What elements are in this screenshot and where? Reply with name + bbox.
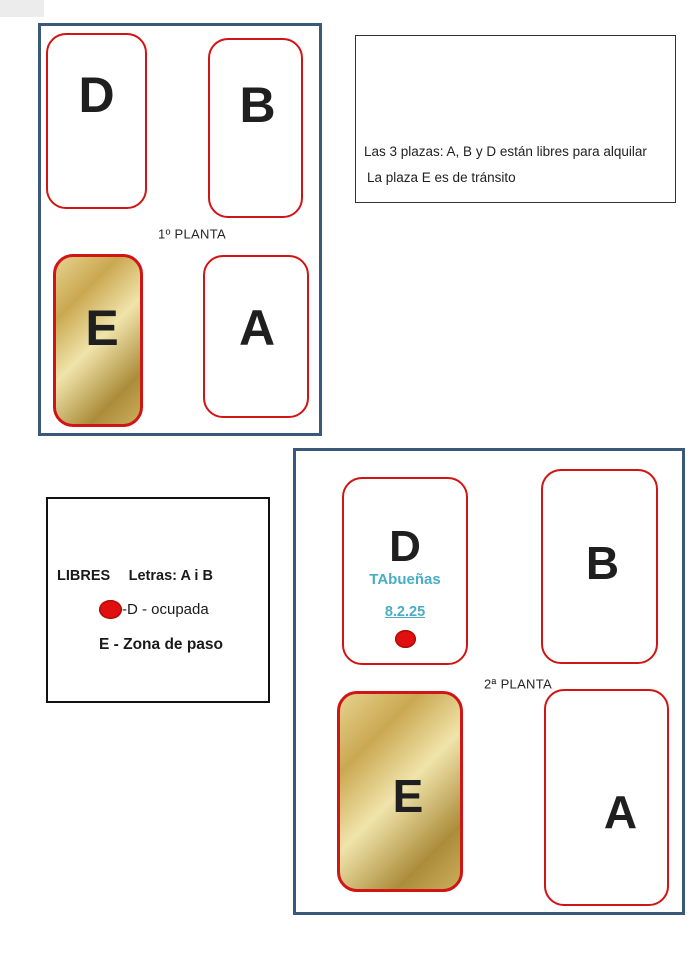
parking-space-a-floor2 [544, 689, 669, 906]
rental-info-box [355, 35, 676, 203]
parking-space-a-floor1 [203, 255, 309, 418]
tenant-name: TAbueñas [369, 571, 441, 588]
parking-space-e-floor1-transit [53, 254, 143, 427]
rental-info-line2: La plaza E es de tránsito [367, 170, 516, 185]
space-letter: E [392, 769, 424, 822]
space-letter: B [239, 77, 276, 133]
parking-space-b-floor2 [541, 469, 658, 664]
legend-libres-label: LIBRES [57, 568, 111, 584]
screenshot-corner-artifact [0, 0, 44, 17]
legend-letras-label: Letras: A i B [128, 568, 213, 584]
legend-transit-label: E - Zona de paso [99, 636, 224, 653]
floor2-plan [293, 448, 685, 915]
floor2-label: 2ª PLANTA [484, 676, 552, 692]
space-letter: D [78, 67, 115, 123]
parking-space-e-floor2-transit [337, 691, 463, 892]
tenant-date: 8.2.25 [384, 603, 426, 620]
legend-occupied-row [99, 600, 209, 619]
space-letter: B [585, 536, 620, 589]
occupied-dot-icon [99, 600, 122, 619]
floor1-label: 1º PLANTA [158, 226, 226, 242]
rental-info-line1: Las 3 plazas: A, B y D están libres para alquilar [364, 144, 647, 159]
floor1-plan-area [41, 26, 319, 433]
floor1-plan [38, 23, 322, 436]
legend-ocupada-label: -D - ocupada [122, 601, 209, 618]
space-letter: A [603, 785, 638, 838]
legend-free-row [57, 567, 213, 585]
parking-space-d-floor2-occupied [342, 477, 468, 665]
floor2-plan-area [296, 451, 682, 912]
space-letter: A [238, 299, 276, 356]
space-letter: D [389, 522, 421, 571]
parking-space-b-floor1 [208, 38, 303, 218]
occupied-dot-icon [395, 630, 416, 648]
legend-box [46, 497, 270, 703]
space-letter: E [85, 299, 119, 356]
parking-space-d-floor1 [46, 33, 147, 209]
